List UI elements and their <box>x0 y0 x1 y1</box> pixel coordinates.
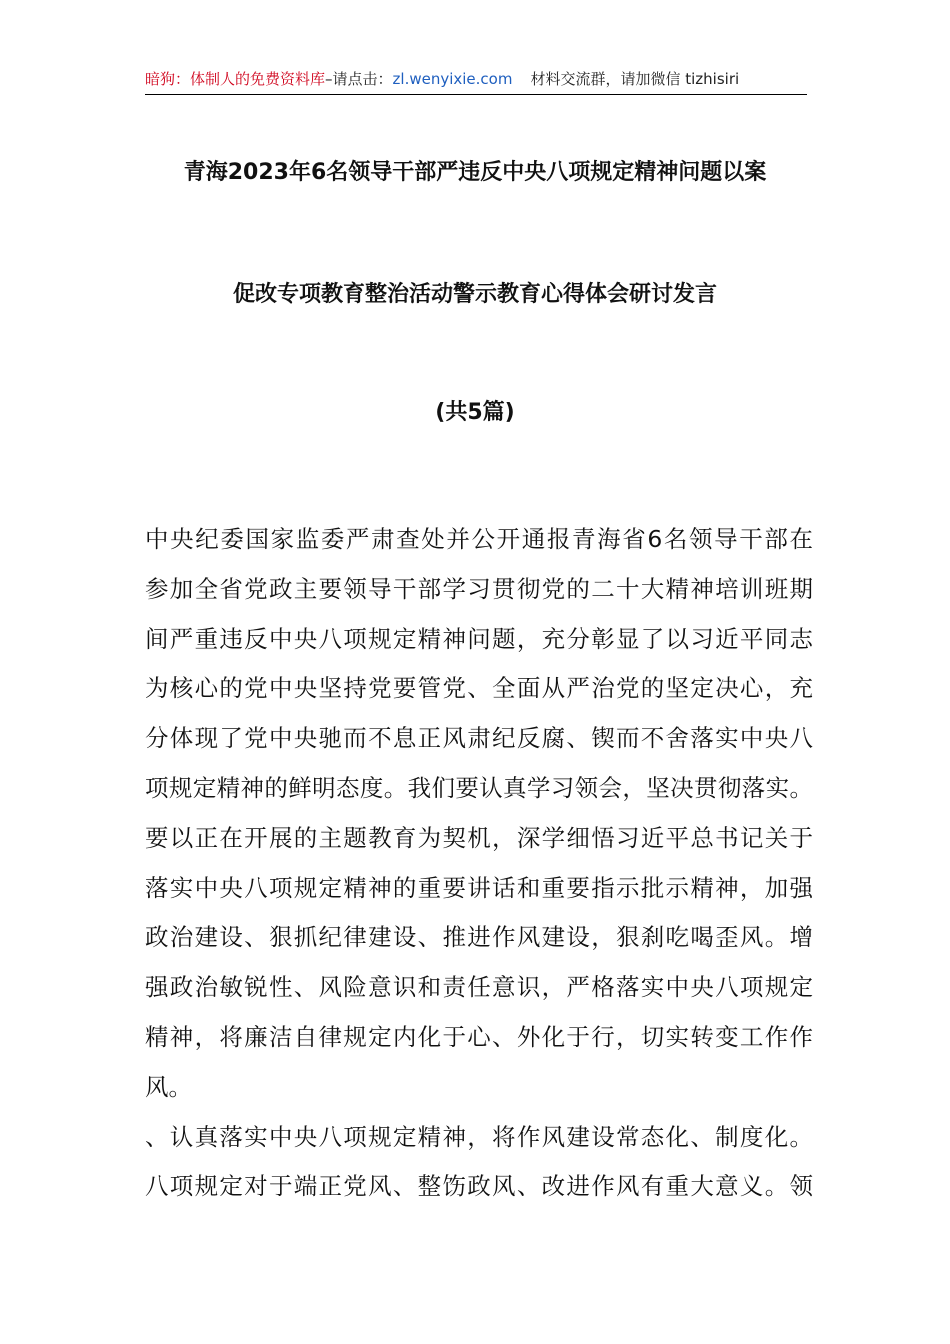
header-wechat-note: 材料交流群，请加微信 tizhisiri <box>530 70 740 88</box>
page-header <box>145 68 807 95</box>
body-line: 要以正在开展的主题教育为契机，深学细悟习近平总书记关于 <box>145 823 813 852</box>
body-line: 八项规定对于端正党风、整饬政风、改进作风有重大意义。领 <box>145 1172 813 1201</box>
body-line: 参加全省党政主要领导干部学习贯彻党的二十大精神培训班期 <box>145 574 813 603</box>
body-line: 精神，将廉洁自律规定内化于心、外化于行，切实转变工作作 <box>145 1022 813 1051</box>
body-line: 为核心的党中央坚持党要管党、全面从严治党的坚定决心，充 <box>145 674 813 703</box>
document-title-line-1: 青海2023年6名领导干部严违反中央八项规定精神问题以案 <box>183 160 767 185</box>
body-line: 、认真落实中央八项规定精神，将作风建设常态化、制度化。 <box>145 1122 813 1151</box>
body-paragraphs <box>145 515 813 1212</box>
body-line: 间严重违反中央八项规定精神问题，充分彰显了以习近平同志 <box>145 624 813 653</box>
body-line: 项规定精神的鲜明态度。我们要认真学习领会，坚决贯彻落实。 <box>145 773 813 802</box>
body-line: 落实中央八项规定精神的重要讲话和重要指示批示精神，加强 <box>145 873 813 902</box>
body-line: 强政治敏锐性、风险意识和责任意识，严格落实中央八项规定 <box>145 973 813 1002</box>
body-line: 风。 <box>145 1072 192 1101</box>
header-site-name: 暗狗：体制人的免费资料库 <box>145 70 326 88</box>
header-url-link[interactable]: zl.wenyixie.com <box>392 70 513 88</box>
document-title-line-2: 促改专项教育整治活动警示教育心得体会研讨发言 <box>232 282 717 307</box>
header-click-prompt: –请点击： <box>325 70 393 88</box>
body-line: 政治建设、狠抓纪律建设、推进作风建设，狠刹吃喝歪风。增 <box>145 923 813 952</box>
body-line: 分体现了党中央驰而不息正风肃纪反腐、锲而不舍落实中央八 <box>145 724 813 753</box>
document-count: (共5篇) <box>435 400 515 425</box>
body-line: 中央纪委国家监委严肃查处并公开通报青海省6名领导干部在 <box>145 525 813 553</box>
